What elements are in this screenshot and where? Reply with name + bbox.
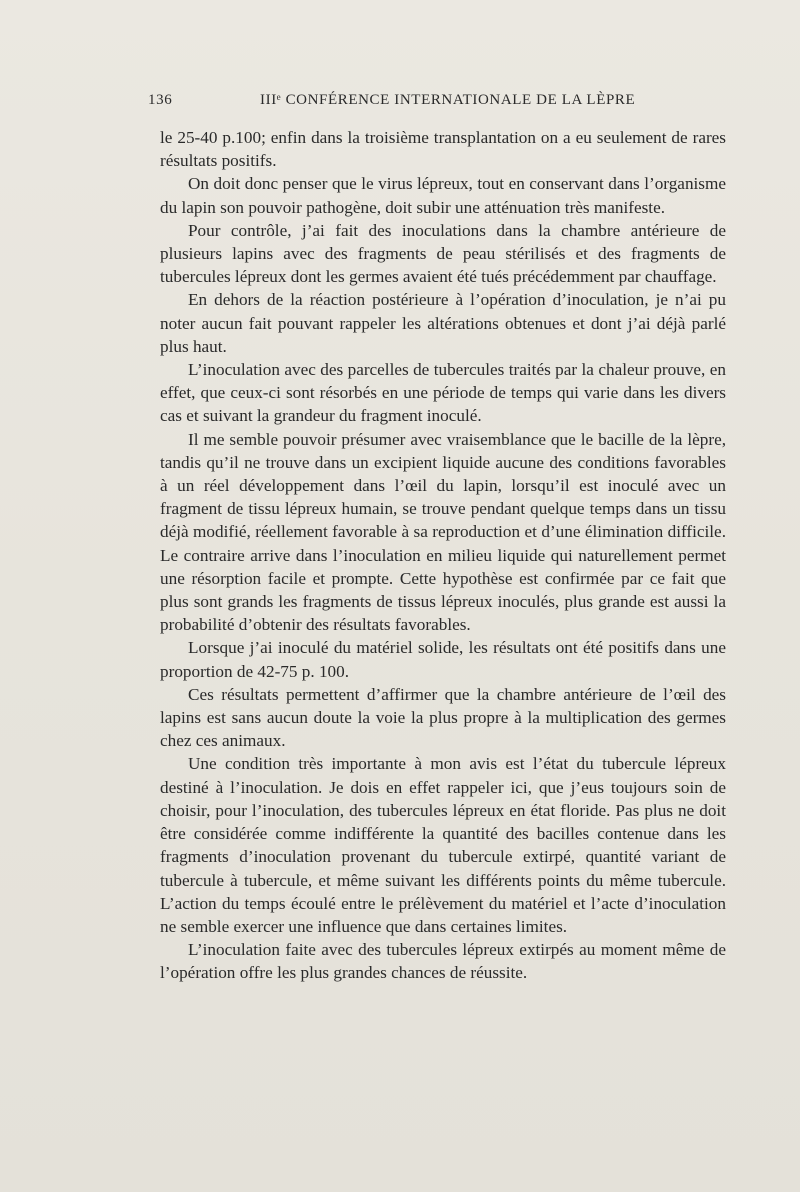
paragraph: le 25-40 p.100; enfin dans la troisième transplantation on a eu seulement de rares résultats positifs. — [160, 128, 726, 171]
paragraph: Lorsque j’ai inoculé du matériel solide, les résultats ont été positifs dans une proportion de 42-75 p. 100. — [160, 638, 726, 681]
paragraph: Pour contrôle, j’ai fait des inoculations dans la chambre antérieure de plusieurs lapins avec des fragments de peau stérilisés et des fragments de tubercules lépreux dont les germes avaient été tués précédemment par chauffage. — [160, 220, 726, 287]
paragraph: On doit donc penser que le virus lépreux, tout en conservant dans l’organisme du lapin son pouvoir pathogène, doit subir une atténuation très manifeste. — [160, 174, 726, 217]
body-text — [160, 126, 726, 985]
paragraph: L’inoculation faite avec des tubercules lépreux extirpés au moment même de l’opération offre les plus grandes chances de réussite. — [160, 940, 726, 983]
paragraph: Il me semble pouvoir présumer avec vraisemblance que le bacille de la lèpre, tandis qu’il ne trouve dans un excipient liquide aucune des conditions favorables à un réel développement dans l’œil du lapin, lorsqu’il est inoculé avec un fragment de tissu lépreux humain, se trouve pendant quelque temps dans un tissu déjà modifié, réellement favorable à sa reproduction et d’une élimination difficile. Le contraire arrive dans l’inoculation en milieu liquide qui naturellement permet une résorption facile et prompte. Cette hypothèse est confirmée par ce fait que plus sont grands les fragments de tissus lépreux inoculés, plus grande est aussi la probabilité d’obtenir des résultats favorables. — [160, 429, 726, 635]
paragraph: En dehors de la réaction postérieure à l’opération d’inoculation, je n’ai pu noter aucun fait pouvant rappeler les altérations obtenues et dont j’ai déjà parlé plus haut. — [160, 290, 726, 356]
paragraph: Ces résultats permettent d’affirmer que la chambre antérieure de l’œil des lapins est sans aucun doute la voie la plus propre à la multiplication des germes chez ces animaux. — [160, 684, 726, 751]
running-title: IIIᵉ CONFÉRENCE INTERNATIONALE DE LA LÈPRE — [260, 92, 636, 108]
paragraph: Une condition très importante à mon avis est l’état du tubercule lépreux destiné à l’inoculation. Je dois en effet rappeler ici, que j’eus toujours soin de choisir, pour l’inoculation, des tubercules lépreux en état floride. Pas plus ne doit être considérée comme indifférente la quantité des bacilles contenue dans les fragments d’inoculation provenant du tubercule extirpé, quantité variant de tubercule à tubercule, et même suivant les différents points du même tubercule. L’action du temps écoulé entre le prélèvement du matériel et l’acte d’inoculation ne semble exercer une influence que dans certaines limites. — [160, 754, 726, 936]
page-number: 136 — [148, 92, 173, 108]
paragraph: L’inoculation avec des parcelles de tubercules traités par la chaleur prouve, en effet, que ceux-ci sont résorbés en une période de temps qui varie dans les divers cas et suivant la grandeur du fragment inoculé. — [160, 360, 726, 426]
page-header — [148, 92, 726, 114]
